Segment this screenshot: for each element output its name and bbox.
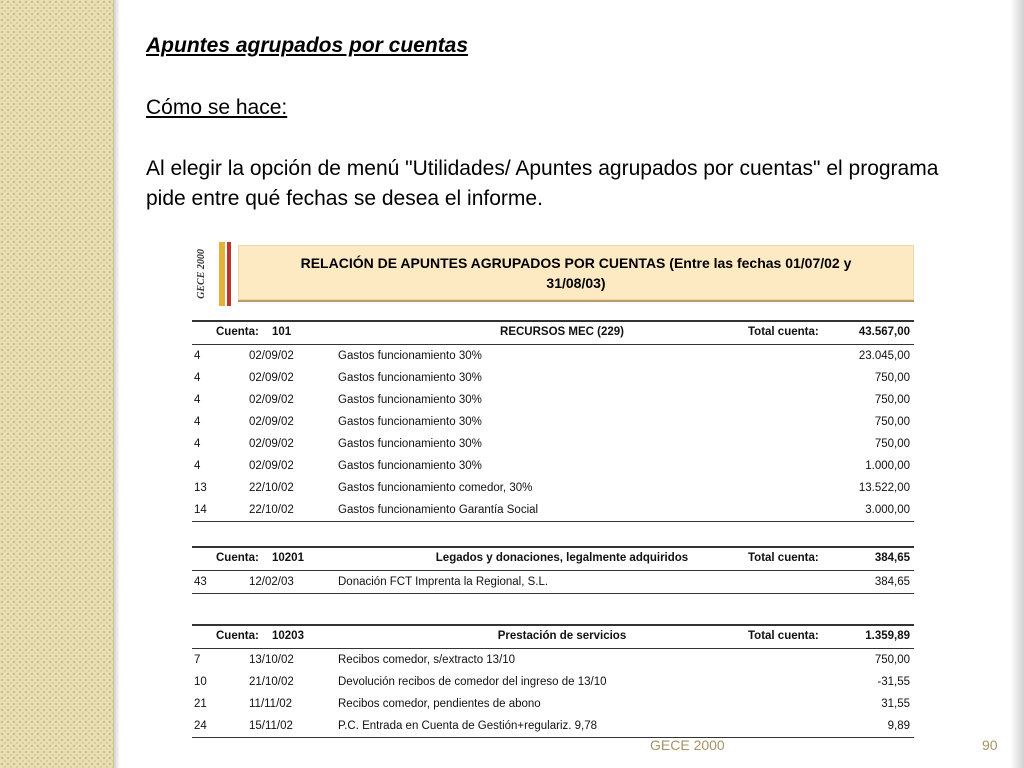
cell-concepto: Gastos funcionamiento 30%: [338, 460, 482, 472]
decorative-left-band: [0, 0, 114, 768]
slide-shadow: [114, 0, 120, 768]
account-number: 10201: [272, 552, 304, 564]
cell-asiento: 7: [194, 654, 201, 666]
cell-importe: 9,89: [887, 720, 910, 732]
cell-asiento: 4: [194, 350, 201, 362]
table-row: [192, 367, 914, 389]
slide-body-text: Al elegir la opción de menú "Utilidades/ Apuntes agrupados por cuentas" el programa pide entre qué fechas se desea el informe.: [146, 157, 939, 210]
cell-concepto: Gastos funcionamiento 30%: [338, 372, 482, 384]
cell-concepto: Gastos funcionamiento 30%: [338, 350, 482, 362]
group-divider: [192, 521, 914, 523]
cell-concepto: Gastos funcionamiento 30%: [338, 394, 482, 406]
cell-asiento: 4: [194, 460, 201, 472]
cell-importe: 750,00: [874, 394, 910, 406]
cell-asiento: 10: [194, 676, 207, 688]
cell-concepto: Gastos funcionamiento Garantía Social: [338, 504, 539, 516]
account-group-header: [192, 320, 914, 345]
logo-text: GECE 2000: [196, 249, 207, 299]
cell-importe: -31,55: [877, 676, 910, 688]
cell-fecha: 22/10/02: [249, 482, 294, 494]
cell-importe: 23.045,00: [858, 350, 910, 362]
account-total-value: 43.567,00: [858, 326, 910, 338]
account-total-label: Total cuenta:: [748, 326, 819, 338]
table-row: [192, 455, 914, 477]
cell-fecha: 02/09/02: [249, 460, 294, 472]
cell-fecha: 02/09/02: [249, 350, 294, 362]
account-name: Legados y donaciones, legalmente adquiridos: [435, 552, 689, 564]
cell-asiento: 14: [194, 504, 207, 516]
slide-right-shadow: [1010, 0, 1024, 768]
cell-asiento: 21: [194, 698, 207, 710]
cell-fecha: 15/11/02: [249, 720, 293, 732]
account-name: Prestación de servicios: [497, 630, 627, 642]
footer-label: GECE 2000: [650, 737, 725, 753]
report-image: [192, 240, 916, 740]
table-row: [192, 715, 914, 737]
cell-importe: 31,55: [881, 698, 910, 710]
gece-logo-icon: [192, 240, 238, 304]
account-label: Cuenta:: [216, 630, 259, 642]
cell-concepto: P.C. Entrada en Cuenta de Gestión+regulariz. 9,78: [338, 720, 598, 732]
account-group-header: [192, 624, 914, 649]
cell-asiento: 43: [194, 576, 207, 588]
table-row: [192, 345, 914, 367]
cell-asiento: 13: [194, 482, 207, 494]
cell-concepto: Recibos comedor, s/extracto 13/10: [338, 654, 516, 666]
table-row: [192, 433, 914, 455]
cell-asiento: 4: [194, 438, 201, 450]
cell-concepto: Devolución recibos de comedor del ingreso de 13/10: [338, 676, 607, 688]
page-number: 90: [982, 737, 998, 753]
account-number: 101: [272, 326, 292, 338]
cell-importe: 3.000,00: [865, 504, 910, 516]
cell-fecha: 02/09/02: [249, 394, 294, 406]
cell-importe: 750,00: [874, 438, 910, 450]
account-total-value: 1.359,89: [865, 630, 910, 642]
cell-importe: 750,00: [874, 654, 910, 666]
table-row: [192, 649, 914, 671]
cell-concepto: Recibos comedor, pendientes de abono: [338, 698, 541, 710]
cell-fecha: 22/10/02: [249, 504, 294, 516]
account-group: [192, 624, 914, 739]
cell-fecha: 02/09/02: [249, 372, 294, 384]
cell-fecha: 02/09/02: [249, 416, 294, 428]
account-group-header: [192, 546, 914, 571]
report-header: [238, 245, 914, 302]
report-title: RELACIÓN DE APUNTES AGRUPADOS POR CUENTAS (Entre las fechas 01/07/02 y 31/08/03): [300, 255, 852, 291]
table-row: [192, 693, 914, 715]
cell-fecha: 02/09/02: [249, 438, 294, 450]
cell-fecha: 21/10/02: [249, 676, 294, 688]
cell-fecha: 12/02/03: [249, 576, 294, 588]
account-total-label: Total cuenta:: [748, 630, 819, 642]
cell-asiento: 4: [194, 416, 201, 428]
account-name: RECURSOS MEC (229): [500, 326, 624, 338]
cell-asiento: 4: [194, 394, 201, 406]
cell-concepto: Donación FCT Imprenta la Regional, S.L.: [338, 576, 549, 588]
cell-fecha: 11/11/02: [249, 698, 293, 710]
table-row: [192, 477, 914, 499]
cell-importe: 750,00: [874, 416, 910, 428]
cell-fecha: 13/10/02: [249, 654, 294, 666]
account-label: Cuenta:: [216, 326, 259, 338]
cell-concepto: Gastos funcionamiento comedor, 30%: [338, 482, 533, 494]
cell-importe: 13.522,00: [858, 482, 910, 494]
account-number: 10203: [272, 630, 304, 642]
slide-title: Apuntes agrupados por cuentas: [146, 34, 469, 57]
account-total-label: Total cuenta:: [748, 552, 819, 564]
cell-concepto: Gastos funcionamiento 30%: [338, 438, 482, 450]
table-row: [192, 499, 914, 521]
group-divider: [192, 593, 914, 595]
table-row: [192, 411, 914, 433]
cell-importe: 384,65: [874, 576, 910, 588]
table-row: [192, 571, 914, 593]
cell-importe: 750,00: [874, 372, 910, 384]
account-group: [192, 546, 914, 595]
cell-asiento: 24: [194, 720, 207, 732]
cell-asiento: 4: [194, 372, 201, 384]
slide-subtitle: Cómo se hace:: [146, 96, 288, 119]
table-row: [192, 671, 914, 693]
table-row: [192, 389, 914, 411]
account-total-value: 384,65: [874, 552, 910, 564]
cell-concepto: Gastos funcionamiento 30%: [338, 416, 482, 428]
group-divider: [192, 737, 914, 739]
account-group: [192, 320, 914, 523]
account-label: Cuenta:: [216, 552, 259, 564]
cell-importe: 1.000,00: [865, 460, 910, 472]
